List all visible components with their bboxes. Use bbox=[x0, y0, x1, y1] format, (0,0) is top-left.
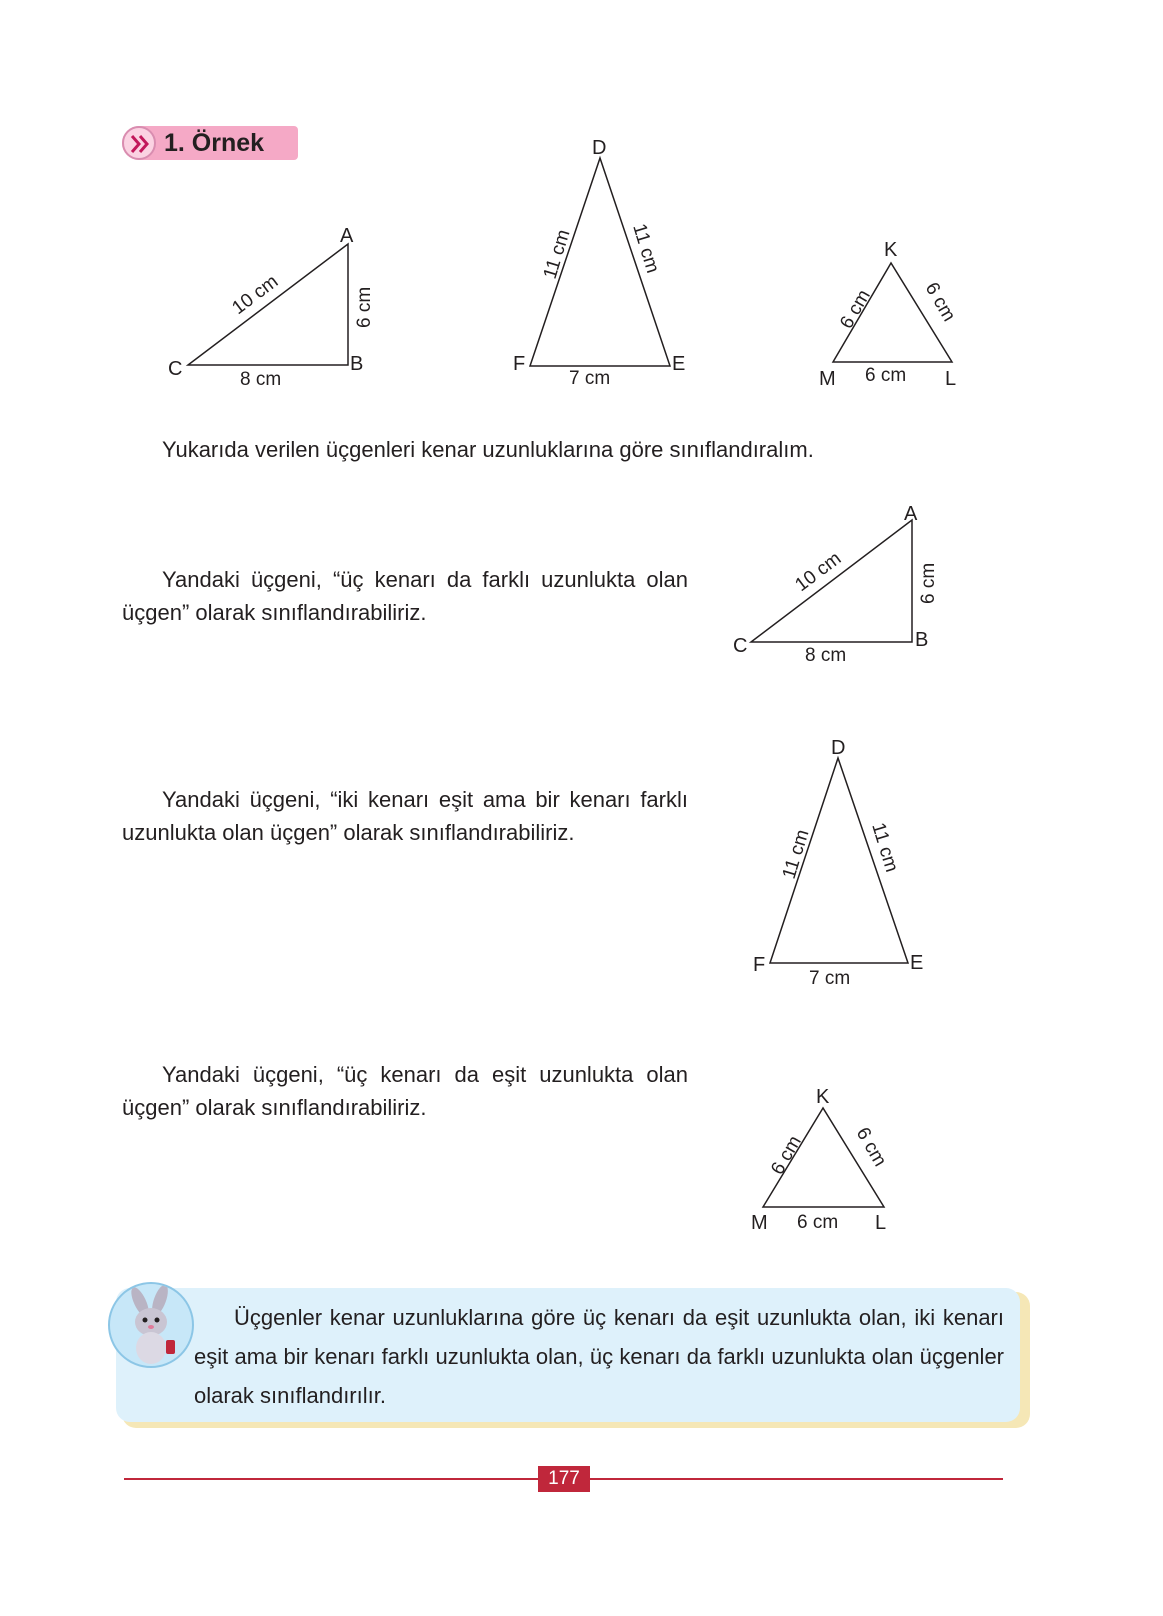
vertex-label: L bbox=[945, 368, 957, 390]
vertex-label: M bbox=[751, 1212, 768, 1234]
example-badge bbox=[122, 126, 298, 160]
side-measure: 7 cm bbox=[809, 968, 851, 989]
side-measure: 6 cm bbox=[836, 286, 875, 333]
scalene-classification-text: Yandaki üçgeni, “üç kenarı da farklı uzunlukta olan üçgen” olarak sınıflandırabiliriz. bbox=[122, 567, 688, 625]
side-measure: 8 cm bbox=[805, 645, 847, 666]
vertex-label: B bbox=[350, 353, 364, 375]
equilateral-triangle-figure bbox=[815, 235, 975, 395]
side-measure: 8 cm bbox=[240, 369, 282, 390]
vertex-label: E bbox=[910, 952, 924, 974]
side-measure: 11 cm bbox=[628, 221, 664, 276]
vertex-label: D bbox=[592, 137, 607, 159]
vertex-label: B bbox=[915, 629, 929, 651]
side-measure: 6 cm bbox=[851, 1124, 891, 1171]
page-number: 177 bbox=[538, 1466, 590, 1492]
side-measure: 10 cm bbox=[791, 548, 846, 596]
scalene-triangle-shape bbox=[188, 244, 348, 365]
vertex-label: K bbox=[884, 239, 898, 261]
scalene-triangle-figure-2 bbox=[725, 498, 955, 673]
side-measure: 6 cm bbox=[354, 286, 375, 328]
intro-text: Yukarıda verilen üçgenleri kenar uzunluklarına göre sınıflandıralım. bbox=[162, 437, 814, 462]
side-measure: 11 cm bbox=[778, 827, 814, 882]
side-measure: 10 cm bbox=[228, 271, 283, 319]
vertex-label: F bbox=[753, 954, 766, 976]
footer-rule-left bbox=[124, 1478, 538, 1480]
vertex-label: C bbox=[168, 358, 183, 380]
side-measure: 6 cm bbox=[918, 562, 939, 604]
scalene-triangle-shape bbox=[751, 520, 912, 642]
scalene-triangle-figure bbox=[160, 220, 380, 395]
side-measure: 11 cm bbox=[867, 820, 903, 875]
isosceles-triangle-figure bbox=[505, 130, 705, 395]
equilateral-classification-text: Yandaki üçgeni, “üç kenarı da eşit uzunlukta olan üçgen” olarak sınıflandırabiliriz. bbox=[122, 1062, 688, 1120]
equilateral-triangle-figure-2 bbox=[745, 1080, 905, 1240]
vertex-label: A bbox=[904, 503, 918, 525]
vertex-label: L bbox=[875, 1212, 887, 1234]
vertex-label: M bbox=[819, 368, 836, 390]
vertex-label: A bbox=[340, 225, 354, 247]
rabbit-mascot-icon bbox=[108, 1282, 194, 1368]
example-title: 1. Örnek bbox=[164, 129, 265, 157]
side-measure: 6 cm bbox=[865, 365, 907, 386]
vertex-label: D bbox=[831, 737, 846, 759]
side-measure: 11 cm bbox=[539, 227, 575, 282]
vertex-label: E bbox=[672, 353, 686, 375]
isosceles-classification-text: Yandaki üçgeni, “iki kenarı eşit ama bir kenarı farklı uzunlukta olan üçgen” olarak sınıflandırabiliriz. bbox=[122, 787, 688, 845]
info-note-text: Üçgenler kenar uzunluklarına göre üç kenarı da eşit uzunlukta olan, iki kenarı eşit ama bir kenarı farklı uzunlukta olan, üç kenarı da farklı uzunlukta olan üçgenler olarak sınıflandırılır. bbox=[194, 1305, 1004, 1408]
side-measure: 6 cm bbox=[767, 1132, 806, 1179]
vertex-label: K bbox=[816, 1086, 830, 1108]
side-measure: 7 cm bbox=[569, 368, 611, 389]
vertex-label: C bbox=[733, 635, 748, 657]
vertex-label: F bbox=[513, 353, 526, 375]
side-measure: 6 cm bbox=[920, 279, 960, 326]
double-chevron-icon bbox=[122, 126, 156, 160]
isosceles-triangle-figure-2 bbox=[742, 730, 942, 995]
footer-rule-right bbox=[590, 1478, 1003, 1480]
side-measure: 6 cm bbox=[797, 1212, 839, 1233]
